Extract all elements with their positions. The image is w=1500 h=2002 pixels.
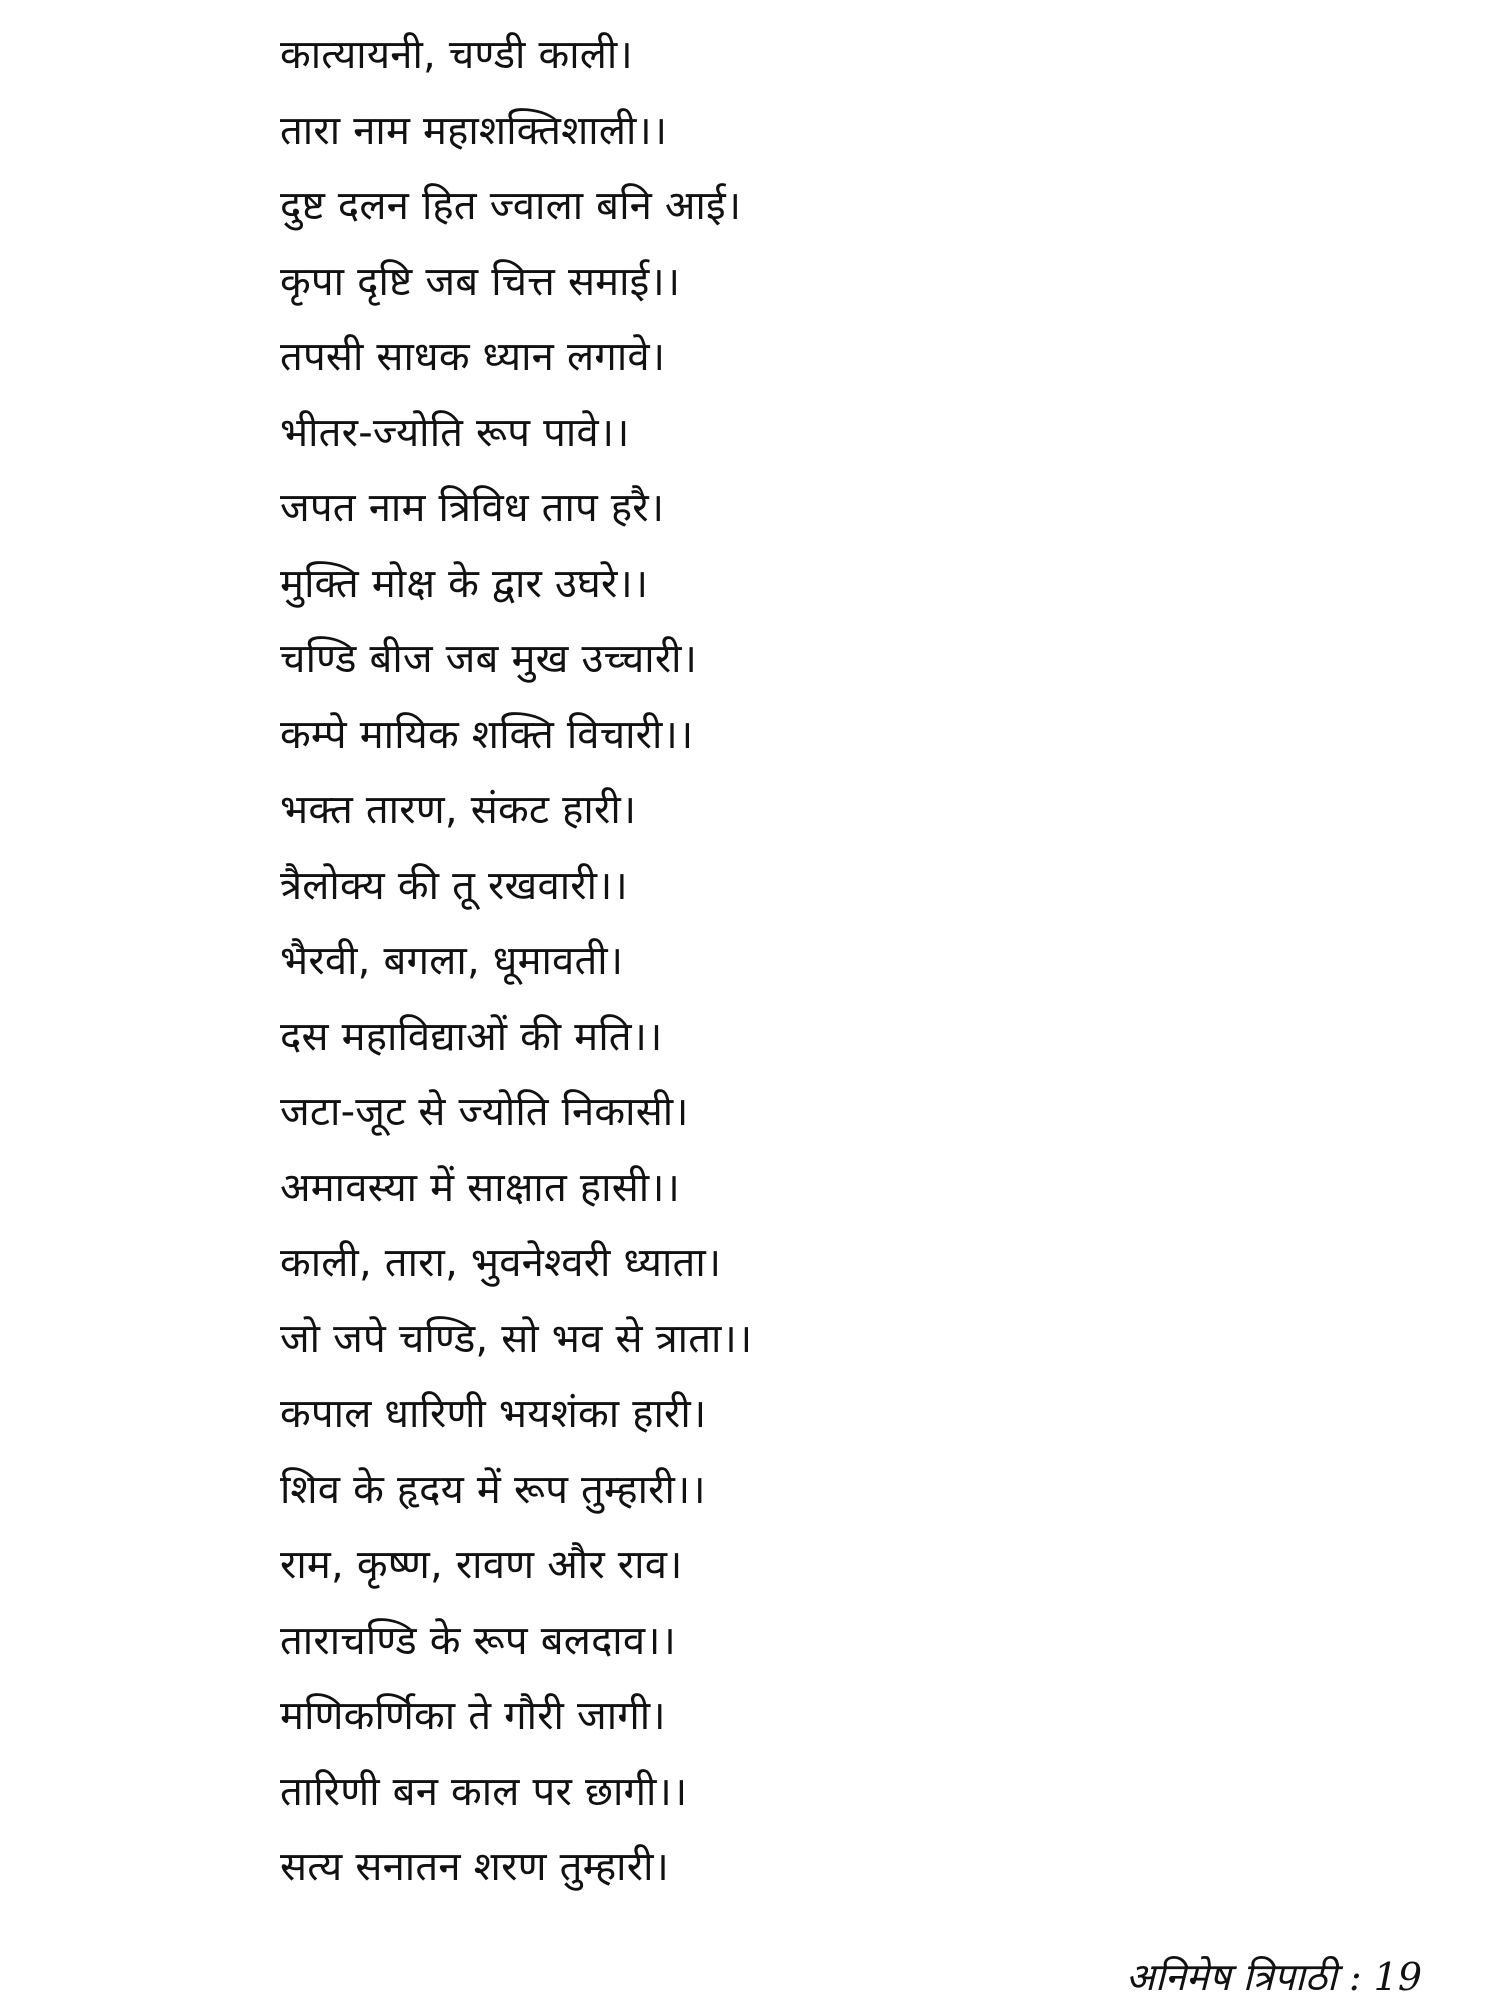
verse-line: भीतर-ज्योति रूप पावे।।: [280, 409, 630, 456]
verse-line: कपाल धारिणी भयशंका हारी।: [280, 1391, 707, 1437]
verse-line: तारिणी बन काल पर छागी।।: [280, 1768, 688, 1815]
verse-line: तपसी साधक ध्यान लगावे।: [280, 334, 666, 380]
verse-line: काली, तारा, भुवनेश्वरी ध्याता।: [280, 1240, 722, 1286]
page-footer: [1126, 1950, 1422, 2002]
verse-line: दुष्ट दलन हित ज्वाला बनि आई।: [280, 183, 742, 229]
verse-line: सत्य सनातन शरण तुम्हारी।: [280, 1844, 670, 1890]
verse-line: राम, कृष्ण, रावण और राव।: [280, 1542, 683, 1588]
verse-line: जटा-जूट से ज्योति निकासी।: [280, 1089, 689, 1135]
verse-line: कात्यायनी, चण्डी काली।: [280, 32, 633, 78]
verse-line: मणिकर्णिका ते गौरी जागी।: [280, 1693, 666, 1739]
verse-line: कृपा दृष्टि जब चित्त समाई।।: [280, 258, 681, 305]
verse-line: तारा नाम महाशक्तिशाली।।: [280, 107, 668, 154]
verse-line: मुक्ति मोक्ष के द्वार उघरे।।: [280, 560, 649, 607]
verse-line: ताराचण्डि के रूप बलदाव।।: [280, 1617, 677, 1664]
footer-author: अनिमेष त्रिपाठी: [1125, 1955, 1337, 1999]
verse-line: शिव के हृदय में रूप तुम्हारी।।: [280, 1466, 706, 1513]
footer-separator: :: [1348, 1955, 1362, 1999]
verse-line: अमावस्या में साक्षात हासी।।: [280, 1164, 681, 1211]
verse-line: चण्डि बीज जब मुख उच्चारी।: [280, 636, 698, 682]
verse-line: दस महाविद्याओं की मति।।: [280, 1013, 663, 1060]
verse-line: कम्पे मायिक शक्ति विचारी।।: [280, 711, 694, 758]
verse-line: जो जपे चण्डि, सो भव से त्राता।।: [280, 1315, 753, 1362]
page-number: 19: [1373, 1955, 1422, 1999]
verse-list: [280, 18, 1280, 1906]
verse-line: त्रैलोक्य की तू रखवारी।।: [280, 862, 628, 909]
verse-line: भैरवी, बगला, धूमावती।: [280, 938, 624, 984]
verse-line: जपत नाम त्रिविध ताप हरै।: [280, 485, 665, 531]
verse-line: भक्त तारण, संकट हारी।: [280, 787, 637, 833]
